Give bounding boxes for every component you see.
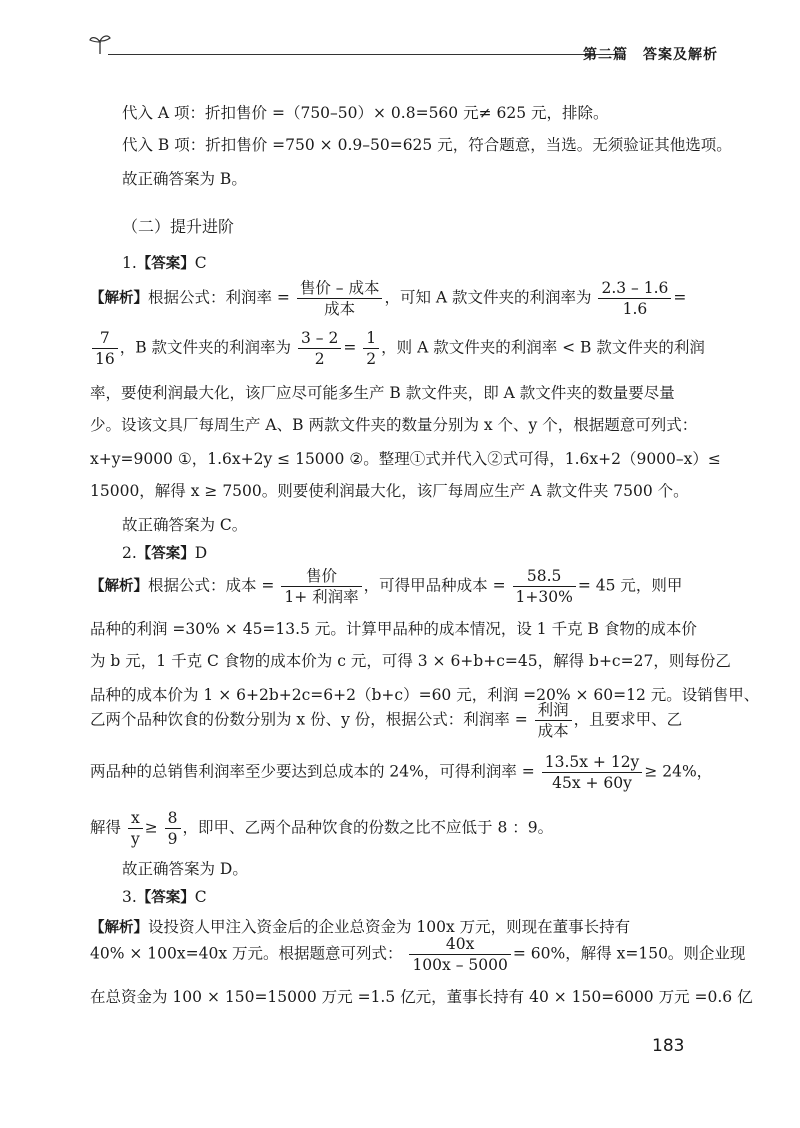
text-span: 根据公式：利润率 = (148, 288, 290, 307)
fraction-numerator: 利润 (535, 700, 572, 721)
text-span: 乙两个品种饮食的份数分别为 x 份、y 份，根据公式：利润率 = (90, 710, 528, 729)
text-line (90, 566, 682, 607)
fraction (363, 328, 379, 369)
text-span: ，可知 A 款文件夹的利润率为 (384, 288, 592, 307)
text-line (90, 752, 712, 793)
header-rule (108, 54, 618, 55)
text-span: = (343, 338, 357, 357)
page-header (88, 30, 718, 70)
question-number: 1. (122, 254, 137, 272)
analysis-tag: 【解析】 (90, 920, 148, 936)
fraction-denominator: 9 (167, 830, 178, 848)
question-1-answer (122, 252, 207, 275)
text-line: 为 b 元，1 千克 C 食物的成本价为 c 元，可得 3 × 6+b+c=45，解得 b+c=27，则每份乙 (90, 652, 731, 670)
answer-value: C (194, 888, 207, 906)
fraction-numerator: 40x (409, 934, 510, 955)
fraction-denominator: y (130, 830, 140, 848)
fraction-denominator: 1+ 利润率 (284, 588, 359, 606)
text-line (90, 700, 682, 741)
fraction-numerator: x (128, 808, 143, 829)
fraction (513, 566, 576, 607)
text-line: x+y=9000 ①，1.6x+2y ≤ 15000 ②。整理①式并代入②式可得，1.6x+2（9000–x）≤ (90, 450, 721, 468)
leaf-sprout-icon (88, 32, 112, 56)
fraction-denominator: 45x + 60y (552, 774, 632, 792)
question-number: 3. (122, 888, 137, 906)
text-line: 少。设该文具厂每周生产 A、B 两款文件夹的数量分别为 x 个、y 个，根据题意可列式： (90, 416, 698, 434)
fraction-denominator: 成本 (537, 722, 569, 740)
fraction-numerator: 售价 (281, 566, 361, 587)
fraction-numerator: 1 (363, 328, 379, 349)
text-line (90, 808, 553, 849)
text-span: 设投资人甲注入资金后的企业总资金为 100x 万元，则现在董事长持有 (148, 918, 631, 936)
text-line: 在总资金为 100 × 150=15000 万元 =1.5 亿元，董事长持有 40 × 150=6000 万元 =0.6 亿 (90, 988, 753, 1006)
fraction-denominator: 2 (314, 350, 325, 368)
text-line: 15000，解得 x ≥ 7500。则要使利润最大化，该厂每周应生产 A 款文件夹 7500 个。 (90, 482, 689, 500)
fraction-denominator: 成本 (324, 300, 356, 318)
fraction (542, 752, 643, 793)
text-span: ，可得甲品种成本 = (363, 576, 506, 595)
fraction (535, 700, 572, 741)
text-line: 代入 B 项：折扣售价 =750 × 0.9–50=625 元，符合题意，当选。无须验证其他选项。 (122, 136, 732, 154)
analysis-tag: 【解析】 (90, 578, 148, 595)
fraction (92, 328, 118, 369)
text-span: 根据公式：成本 = (148, 576, 275, 595)
fraction (598, 278, 671, 319)
text-line: 率，要使利润最大化，该厂应尽可能多生产 B 款文件夹，即 A 款文件夹的数量要尽量 (90, 384, 675, 402)
text-line: 品种的成本价为 1 × 6+2b+2c=6+2（b+c）=60 元，利润 =20% × 60=12 元。设销售甲、 (90, 686, 760, 704)
text-line (90, 278, 686, 319)
fraction (165, 808, 181, 849)
answer-tag: 【答案】 (136, 546, 195, 562)
header-section-title: 第二篇 答案及解析 (583, 47, 718, 63)
question-2-answer (122, 542, 207, 565)
text-line (90, 934, 745, 975)
answer-value: D (194, 544, 208, 562)
text-span: 两品种的总销售利润率至少要达到总成本的 24%，可得利润率 = (90, 762, 535, 781)
analysis-tag: 【解析】 (90, 290, 148, 307)
fraction-denominator: 2 (366, 350, 377, 368)
fraction-numerator: 3 – 2 (298, 328, 341, 349)
text-span: ，即甲、乙两个品种饮食的份数之比不应低于 8 ：9。 (182, 818, 554, 837)
text-line: 代入 A 项：折扣售价 =（750–50）× 0.8=560 元≠ 625 元，排除。 (122, 104, 609, 122)
answer-tag: 【答案】 (136, 890, 195, 906)
fraction-denominator: 16 (95, 350, 115, 368)
fraction (298, 328, 341, 369)
text-span: ，且要求甲、乙 (573, 710, 683, 729)
fraction-denominator: 100x – 5000 (412, 956, 508, 974)
fraction-numerator: 售价 – 成本 (297, 278, 383, 299)
page-number: 183 (652, 1036, 685, 1056)
question-3-answer (122, 886, 207, 909)
fraction-denominator: 1.6 (622, 300, 648, 318)
text-span: = 45 元，则甲 (577, 576, 683, 595)
text-span: ≥ (144, 818, 158, 837)
fraction (281, 566, 361, 607)
text-line: 故正确答案为 D。 (122, 860, 248, 878)
question-number: 2. (122, 544, 137, 562)
text-span: 40% × 100x=40x 万元。根据题意可列式： (90, 944, 403, 963)
text-span: = (673, 288, 687, 307)
fraction-numerator: 13.5x + 12y (542, 752, 643, 773)
fraction-denominator: 1+30% (515, 588, 573, 606)
text-span: ≥ 24%， (644, 762, 713, 781)
fraction-numerator: 7 (92, 328, 118, 349)
fraction-numerator: 58.5 (513, 566, 576, 587)
text-line: 故正确答案为 C。 (122, 516, 248, 534)
text-line (90, 328, 705, 369)
text-span: ，B 款文件夹的利润率为 (119, 338, 292, 357)
fraction (409, 934, 510, 975)
fraction (128, 808, 143, 849)
text-line: 品种的利润 =30% × 45=13.5 元。计算甲品种的成本情况，设 1 千克 B 食物的成本价 (90, 620, 697, 638)
answer-value: C (194, 254, 207, 272)
text-span: = 60%，解得 x=150。则企业现 (512, 944, 746, 963)
fraction-numerator: 8 (165, 808, 181, 829)
text-line: 故正确答案为 B。 (122, 170, 247, 188)
text-span: ，则 A 款文件夹的利润率 < B 款文件夹的利润 (381, 338, 705, 357)
text-span: 解得 (90, 818, 122, 837)
answer-tag: 【答案】 (136, 256, 195, 272)
section-heading: （二）提升进阶 (122, 217, 235, 236)
fraction (297, 278, 383, 319)
fraction-numerator: 2.3 – 1.6 (598, 278, 671, 299)
